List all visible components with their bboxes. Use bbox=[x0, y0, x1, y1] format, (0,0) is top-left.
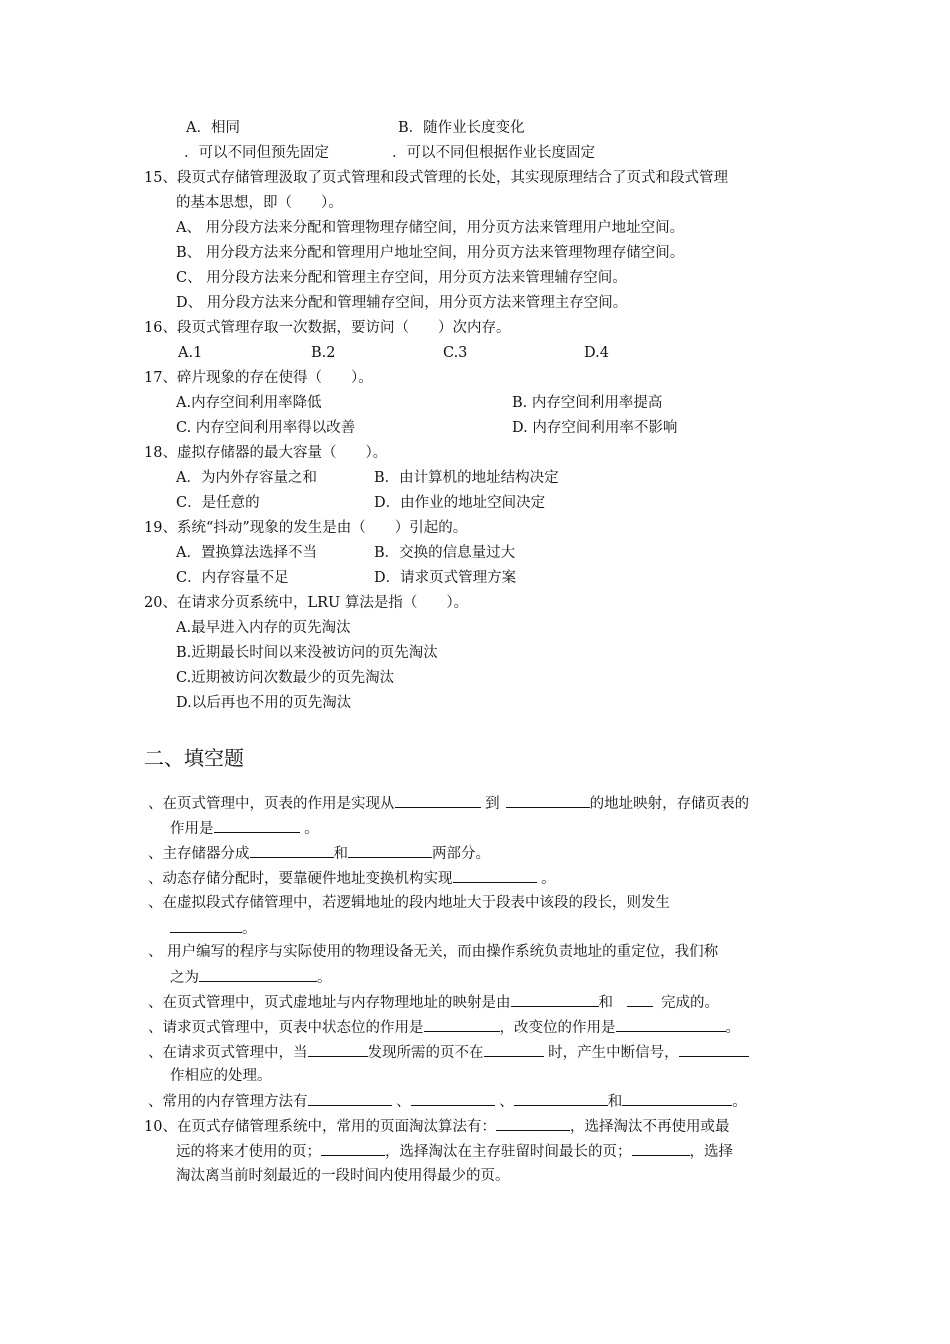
fill-1-text-c: 的地址映射，存储页表的 bbox=[589, 796, 750, 812]
fill-9 bbox=[148, 1091, 747, 1112]
fill-10-blank-3[interactable] bbox=[632, 1141, 690, 1156]
fill-1-text-e: 。 bbox=[299, 821, 319, 837]
q15-option-d: D、 用分段方法来分配和管理辅存空间，用分页方法来管理主存空间。 bbox=[176, 295, 628, 311]
q17-option-a: A.内存空间利用率降低 bbox=[176, 395, 322, 411]
q16-option-b: B.2 bbox=[311, 345, 336, 361]
q15-option-a: A、 用分段方法来分配和管理物理存储空间，用分页方法来管理用户地址空间。 bbox=[176, 220, 685, 236]
fill-9-text-c: 、 bbox=[494, 1094, 514, 1110]
fill-1-blank-2[interactable] bbox=[506, 793, 590, 808]
fill-6-blank-2[interactable] bbox=[627, 992, 653, 1007]
fill-10-text-e: ，选择 bbox=[689, 1144, 733, 1160]
fill-8-blank-1[interactable] bbox=[308, 1042, 368, 1057]
fill-4-line2 bbox=[170, 918, 257, 939]
q17-option-b: B. 内存空间利用率提高 bbox=[512, 395, 663, 411]
q17-stem: 17、碎片现象的存在使得（ ）。 bbox=[144, 370, 373, 386]
q15-stem-line1: 15、段页式存储管理汲取了页式管理和段式管理的长处，其实现原理结合了页式和段式管理 bbox=[144, 170, 728, 186]
fill-10-line1 bbox=[144, 1116, 729, 1137]
fill-9-text-a: 、常用的内存管理方法有 bbox=[148, 1094, 308, 1110]
fill-1-text-a: 、在页式管理中，页表的作用是实现从 bbox=[148, 796, 395, 812]
fill-4-blank-1[interactable] bbox=[170, 918, 242, 933]
q18-option-a: A．为内外存容量之和 bbox=[176, 470, 317, 486]
fill-5-text-c: 。 bbox=[317, 970, 332, 986]
fill-8-blank-3[interactable] bbox=[679, 1042, 749, 1057]
fill-1-blank-3[interactable] bbox=[214, 818, 300, 833]
q16-option-a: A.1 bbox=[178, 345, 203, 361]
q18-stem: 18、虚拟存储器的最大容量（ ）。 bbox=[144, 445, 388, 461]
fill-9-blank-1[interactable] bbox=[308, 1091, 392, 1106]
q18-option-b: B．由计算机的地址结构决定 bbox=[374, 470, 559, 486]
fill-2-text-a: 、主存储器分成 bbox=[148, 846, 250, 862]
fill-6-text-b: 和 bbox=[598, 995, 613, 1011]
fill-8-line1 bbox=[148, 1042, 749, 1063]
fill-1-text-d: 作用是 bbox=[170, 821, 214, 837]
q14-option-a: A．相同 bbox=[186, 120, 240, 136]
q19-option-a: A．置换算法选择不当 bbox=[176, 545, 317, 561]
fill-7-text-b: ，改变位的作用是 bbox=[499, 1020, 616, 1036]
fill-5-blank-1[interactable] bbox=[199, 967, 317, 982]
q17-option-d: D. 内存空间利用率不影响 bbox=[512, 420, 678, 436]
q16-stem: 16、段页式管理存取一次数据，要访问（ ）次内存。 bbox=[144, 320, 511, 336]
q20-option-a: A.最早进入内存的页先淘汰 bbox=[176, 620, 351, 636]
fill-3-blank-1[interactable] bbox=[453, 868, 537, 883]
fill-9-text-e: 。 bbox=[732, 1094, 747, 1110]
fill-10-text-d: ，选择淘汰在主存驻留时间最长的页； bbox=[385, 1144, 632, 1160]
fill-10-text-b: ，选择淘汰不再使用或最 bbox=[569, 1119, 730, 1135]
fill-9-text-d: 和 bbox=[607, 1094, 623, 1110]
q20-stem: 20、在请求分页系统中，LRU 算法是指（ ）。 bbox=[144, 595, 469, 611]
q14-option-c: ．可以不同但预先固定 bbox=[184, 145, 329, 161]
q18-option-c: C．是任意的 bbox=[176, 495, 260, 511]
q19-option-b: B．交换的信息量过大 bbox=[374, 545, 516, 561]
fill-10-blank-1[interactable] bbox=[496, 1116, 570, 1131]
fill-1-blank-1[interactable] bbox=[395, 793, 481, 808]
fill-4-text-b: 。 bbox=[242, 921, 257, 937]
fill-10-line3: 淘汰离当前时刻最近的一段时间内使用得最少的页。 bbox=[176, 1168, 510, 1184]
fill-6 bbox=[148, 992, 719, 1013]
fill-3-text-b: 。 bbox=[536, 871, 556, 887]
fill-7-blank-2[interactable] bbox=[616, 1017, 726, 1032]
q20-option-d: D.以后再也不用的页先淘汰 bbox=[176, 695, 352, 711]
q19-option-c: C．内存容量不足 bbox=[176, 570, 289, 586]
fill-8-blank-2[interactable] bbox=[484, 1042, 544, 1057]
fill-10-text-c: 远的将来才使用的页； bbox=[176, 1144, 321, 1160]
fill-8-line2: 作相应的处理。 bbox=[170, 1068, 272, 1084]
fill-8-text-c: 时，产生中断信号， bbox=[543, 1045, 679, 1061]
fill-10-line2 bbox=[176, 1141, 733, 1162]
q14-option-d: ．可以不同但根据作业长度固定 bbox=[392, 145, 595, 161]
fill-5-text-b: 之为 bbox=[170, 970, 199, 986]
fill-6-blank-1[interactable] bbox=[511, 992, 599, 1007]
q16-option-d: D.4 bbox=[584, 345, 609, 361]
fill-5-line2 bbox=[170, 967, 332, 988]
fill-7-text-a: 、请求页式管理中，页表中状态位的作用是 bbox=[148, 1020, 424, 1036]
q15-option-c: C、 用分段方法来分配和管理主存空间，用分页方法来管理辅存空间。 bbox=[176, 270, 627, 286]
fill-9-blank-2[interactable] bbox=[411, 1091, 495, 1106]
q14-option-b: B．随作业长度变化 bbox=[398, 120, 525, 136]
fill-3-text-a: 、动态存储分配时，要靠硬件地址变换机构实现 bbox=[148, 871, 453, 887]
fill-1-line2 bbox=[170, 818, 319, 839]
fill-3 bbox=[148, 868, 556, 889]
q17-option-c: C. 内存空间利用率得以改善 bbox=[176, 420, 356, 436]
fill-6-text-c: 完成的。 bbox=[661, 995, 719, 1011]
q20-option-c: C.近期被访问次数最少的页先淘汰 bbox=[176, 670, 395, 686]
fill-10-blank-2[interactable] bbox=[321, 1141, 385, 1156]
fill-8-text-a: 、在请求页式管理中，当 bbox=[148, 1045, 308, 1061]
q15-stem-line2: 的基本思想，即（ ）。 bbox=[176, 195, 343, 211]
fill-9-text-b: 、 bbox=[391, 1094, 411, 1110]
fill-5-line1: 、 用户编写的程序与实际使用的物理设备无关，而由操作系统负责地址的重定位，我们称 bbox=[148, 944, 719, 960]
fill-10-text-a: 10、在页式存储管理系统中，常用的页面淘汰算法有： bbox=[144, 1119, 496, 1135]
fill-1-line1 bbox=[148, 793, 749, 814]
fill-4-line1: 、在虚拟段式存储管理中，若逻辑地址的段内地址大于段表中该段的段长，则发生 bbox=[148, 895, 670, 911]
fill-2-text-b: 和 bbox=[333, 846, 348, 862]
fill-6-text-a: 、在页式管理中，页式虚地址与内存物理地址的映射是由 bbox=[148, 995, 511, 1011]
section-heading-fill-blank: 二、填空题 bbox=[144, 746, 244, 770]
fill-9-blank-4[interactable] bbox=[622, 1091, 732, 1106]
fill-7-blank-1[interactable] bbox=[424, 1017, 500, 1032]
fill-2-blank-2[interactable] bbox=[348, 843, 432, 858]
q19-option-d: D．请求页式管理方案 bbox=[374, 570, 517, 586]
fill-7 bbox=[148, 1017, 740, 1038]
q20-option-b: B.近期最长时间以来没被访问的页先淘汰 bbox=[176, 645, 438, 661]
q15-option-b: B、 用分段方法来分配和管理用户地址空间，用分页方法来管理物理存储空间。 bbox=[176, 245, 685, 261]
fill-8-text-b: 发现所需的页不在 bbox=[367, 1045, 484, 1061]
fill-2 bbox=[148, 843, 490, 864]
fill-7-text-c: 。 bbox=[725, 1020, 740, 1036]
fill-9-blank-3[interactable] bbox=[514, 1091, 608, 1106]
q16-option-c: C.3 bbox=[443, 345, 468, 361]
q19-stem: 19、系统“抖动”现象的发生是由（ ）引起的。 bbox=[144, 520, 468, 536]
q18-option-d: D．由作业的地址空间决定 bbox=[374, 495, 546, 511]
fill-2-text-c: 两部分。 bbox=[432, 846, 490, 862]
fill-1-text-b: 到 bbox=[480, 796, 500, 812]
fill-2-blank-1[interactable] bbox=[250, 843, 334, 858]
